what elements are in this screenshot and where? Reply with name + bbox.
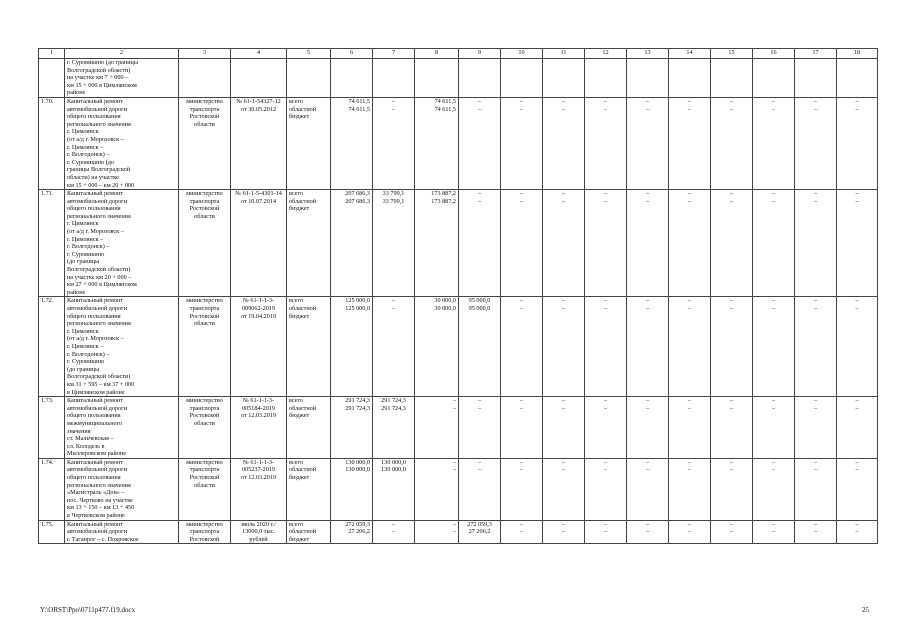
value-col11: – – bbox=[543, 520, 585, 544]
value-col15: – – bbox=[711, 190, 753, 297]
row-number: 1.71. bbox=[39, 190, 65, 297]
value-col18: – – bbox=[837, 397, 878, 459]
row-number: 1.74. bbox=[39, 458, 65, 520]
value-col14: – – bbox=[669, 97, 711, 189]
value-col14: – – bbox=[669, 520, 711, 544]
value-col9: – – bbox=[459, 97, 501, 189]
value-col7: – – bbox=[373, 520, 415, 544]
table-row bbox=[39, 190, 878, 297]
header-row bbox=[39, 49, 878, 59]
value-col15: – – bbox=[711, 397, 753, 459]
value-col9: 272 059,3 27 206,2 bbox=[459, 520, 501, 544]
column-header: 13 bbox=[627, 49, 669, 59]
value-col12: – – bbox=[585, 190, 627, 297]
value-col8: 74 611,5 74 611,5 bbox=[415, 97, 459, 189]
value-col7: 291 724,3 291 724,3 bbox=[373, 397, 415, 459]
customer: министерство транспорта Ростовской области bbox=[179, 97, 231, 189]
row-number: 1.73. bbox=[39, 397, 65, 459]
object-name: г. Суровикино (до границы Волгоградской области) на участке км 7 + 000 – км 15 + 000 в Цимлянском районе bbox=[65, 59, 179, 98]
value-col15: – – bbox=[711, 458, 753, 520]
row-number: 1.72. bbox=[39, 297, 65, 397]
value-col6: 207 686,3 207 686,3 bbox=[331, 190, 373, 297]
value-col11: – – bbox=[543, 458, 585, 520]
object-name: Капитальный ремонт автомобильной дороги г. Таганрог – с. Покровское bbox=[65, 520, 179, 544]
value-col8: – – bbox=[415, 397, 459, 459]
funding-source: всего областной бюджет bbox=[287, 97, 331, 189]
customer: министерство транспорта Ростовской области bbox=[179, 458, 231, 520]
value-col18: – – bbox=[837, 297, 878, 397]
column-header: 8 bbox=[415, 49, 459, 59]
value-col12: – – bbox=[585, 458, 627, 520]
object-name: Капитальный ремонт автомобильной дороги общего пользования регионального значения г. Цимлянск (от а/д г. Морозовск – г. Цимлянск – г. Волгодонск) – г. Суровикино (до границы Волгоградской области) на участке км 15 + 000 – км 20 + 000 bbox=[65, 97, 179, 189]
object-name: Капитальный ремонт автомобильной дороги общего пользования регионального значения г. Цимлянск (от а/д г. Морозовск – г. Цимлянск – г. Волгодонск) – г. Суровикино (до границы Волгоградской области) км 31 + 595 – км 37 + 000 в Цимлянском районе bbox=[65, 297, 179, 397]
value-col8: – – bbox=[415, 520, 459, 544]
value-col6: 291 724,3 291 724,3 bbox=[331, 397, 373, 459]
table-row bbox=[39, 458, 878, 520]
contract: № 61-1-1-3- 005184-2019 от 12.03.2019 bbox=[231, 397, 287, 459]
value-col18: – – bbox=[837, 458, 878, 520]
contract: № 61-1-5-4301-14 от 10.07.2014 bbox=[231, 190, 287, 297]
value-col15: – – bbox=[711, 97, 753, 189]
value-col17: – – bbox=[795, 97, 837, 189]
column-header: 14 bbox=[669, 49, 711, 59]
funding-source: всего областной бюджет bbox=[287, 397, 331, 459]
investment-table bbox=[38, 48, 878, 544]
value-col7: – – bbox=[373, 297, 415, 397]
value-col16: – – bbox=[753, 520, 795, 544]
value-col7: 130 000,0 130 000,0 bbox=[373, 458, 415, 520]
object-name: Капитальный ремонт автомобильной дороги общего пользования регионального значения «Магистраль «Дон» – пос. Чертково на участке км 13 + 150 – км 13 + 450 в Чертковском районе bbox=[65, 458, 179, 520]
funding-source: всего областной бюджет bbox=[287, 190, 331, 297]
value-col11: – – bbox=[543, 190, 585, 297]
page-number: 25 bbox=[862, 606, 869, 614]
value-col17: – – bbox=[795, 458, 837, 520]
value-col6: 74 611,5 74 611,5 bbox=[331, 97, 373, 189]
value-col8: 30 000,0 30 000,0 bbox=[415, 297, 459, 397]
column-header: 15 bbox=[711, 49, 753, 59]
value-col9: – – bbox=[459, 190, 501, 297]
contract: июль 2020 г./ 13000,0 тыс. рублей bbox=[231, 520, 287, 544]
table-row bbox=[39, 59, 878, 98]
funding-source: всего областной бюджет bbox=[287, 520, 331, 544]
value-col12: – – bbox=[585, 297, 627, 397]
value-col16: – – bbox=[753, 97, 795, 189]
column-header: 7 bbox=[373, 49, 415, 59]
value-col7: 33 799,1 33 799,1 bbox=[373, 190, 415, 297]
value-col14: – – bbox=[669, 190, 711, 297]
value-col13: – – bbox=[627, 520, 669, 544]
value-col11: – – bbox=[543, 397, 585, 459]
contract: № 61-1-1-3- 005237-2019 от 12.03.2019 bbox=[231, 458, 287, 520]
value-col14: – – bbox=[669, 397, 711, 459]
value-col13: – – bbox=[627, 458, 669, 520]
value-col16: – – bbox=[753, 458, 795, 520]
value-col10: – – bbox=[501, 190, 543, 297]
value-col16: – – bbox=[753, 397, 795, 459]
value-col10: – – bbox=[501, 297, 543, 397]
value-col8: 173 887,2 173 887,2 bbox=[415, 190, 459, 297]
customer: министерство транспорта Ростовской области bbox=[179, 297, 231, 397]
column-header: 12 bbox=[585, 49, 627, 59]
value-col8: – – bbox=[415, 458, 459, 520]
contract: № 61-1-1-3- 009062-2019 от 19.04.2019 bbox=[231, 297, 287, 397]
value-col17: – – bbox=[795, 520, 837, 544]
value-col17: – – bbox=[795, 297, 837, 397]
customer: министерство транспорта Ростовской bbox=[179, 520, 231, 544]
value-col10: – – bbox=[501, 397, 543, 459]
value-col12: – – bbox=[585, 520, 627, 544]
column-header: 1 bbox=[39, 49, 65, 59]
value-col12: – – bbox=[585, 397, 627, 459]
column-header: 18 bbox=[837, 49, 878, 59]
column-header: 11 bbox=[543, 49, 585, 59]
value-col13: – – bbox=[627, 190, 669, 297]
column-header: 10 bbox=[501, 49, 543, 59]
column-header: 17 bbox=[795, 49, 837, 59]
table-row bbox=[39, 520, 878, 544]
value-col11: – – bbox=[543, 297, 585, 397]
table-row bbox=[39, 297, 878, 397]
value-col17: – – bbox=[795, 397, 837, 459]
column-header: 4 bbox=[231, 49, 287, 59]
row-number: 1.75. bbox=[39, 520, 65, 544]
value-col7: – – bbox=[373, 97, 415, 189]
contract: № 61-1-54327-12 от 30.05.2012 bbox=[231, 97, 287, 189]
value-col6: 125 000,0 125 000,0 bbox=[331, 297, 373, 397]
column-header: 9 bbox=[459, 49, 501, 59]
value-col17: – – bbox=[795, 190, 837, 297]
column-header: 3 bbox=[179, 49, 231, 59]
row-number: 1.70. bbox=[39, 97, 65, 189]
object-name: Капитальный ремонт автомобильной дороги общего пользования регионального значения г. Цимлянск (от а/д г. Морозовск – г. Цимлянск – г. Волгодонск) – г. Суровикино (до границы Волгоградской области) на участке км 20 + 000 – км 27 + 000 в Цимлянском районе bbox=[65, 190, 179, 297]
customer: министерство транспорта Ростовской области bbox=[179, 397, 231, 459]
customer: министерство транспорта Ростовской области bbox=[179, 190, 231, 297]
value-col15: – – bbox=[711, 297, 753, 397]
value-col11: – – bbox=[543, 97, 585, 189]
table-row bbox=[39, 97, 878, 189]
value-col9: – – bbox=[459, 458, 501, 520]
column-header: 5 bbox=[287, 49, 331, 59]
value-col18: – – bbox=[837, 97, 878, 189]
object-name: Капитальный ремонт автомобильной дороги общего пользования межмуниципального значения ст. Мальчевская – сл. Колодезь в Миллеровском районе bbox=[65, 397, 179, 459]
value-col15: – – bbox=[711, 520, 753, 544]
value-col13: – – bbox=[627, 297, 669, 397]
table-row bbox=[39, 397, 878, 459]
value-col10: – – bbox=[501, 520, 543, 544]
value-col12: – – bbox=[585, 97, 627, 189]
value-col16: – – bbox=[753, 297, 795, 397]
file-path: Y:\ORST\Ppo\0711p477.f19.docx bbox=[40, 606, 136, 614]
value-col9: – – bbox=[459, 397, 501, 459]
value-col13: – – bbox=[627, 97, 669, 189]
value-col14: – – bbox=[669, 297, 711, 397]
value-col16: – – bbox=[753, 190, 795, 297]
value-col14: – – bbox=[669, 458, 711, 520]
value-col18: – – bbox=[837, 190, 878, 297]
value-col18: – – bbox=[837, 520, 878, 544]
value-col9: 95 000,0 95 000,0 bbox=[459, 297, 501, 397]
funding-source: всего областной бюджет bbox=[287, 297, 331, 397]
value-col10: – – bbox=[501, 458, 543, 520]
column-header: 6 bbox=[331, 49, 373, 59]
value-col13: – – bbox=[627, 397, 669, 459]
column-header: 16 bbox=[753, 49, 795, 59]
funding-source: всего областной бюджет bbox=[287, 458, 331, 520]
value-col6: 272 059,3 27 206,2 bbox=[331, 520, 373, 544]
value-col10: – – bbox=[501, 97, 543, 189]
column-header: 2 bbox=[65, 49, 179, 59]
value-col6: 130 000,0 130 000,0 bbox=[331, 458, 373, 520]
